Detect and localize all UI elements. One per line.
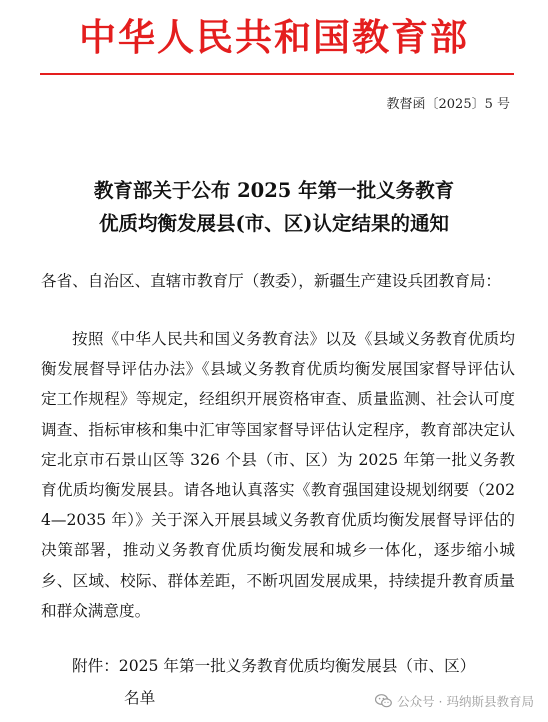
header-red-rule — [40, 73, 514, 75]
attachment-line-2: 名单 — [124, 689, 156, 707]
wechat-watermark — [371, 690, 538, 712]
recipient-line: 各省、自治区、直辖市教育厅（教委），新疆生产建设兵团教育局： — [41, 272, 502, 290]
wechat-icon — [375, 694, 392, 708]
notice-title — [0, 174, 548, 240]
notice-title-line-1: 教育部关于公布 2025 年第一批义务教育 — [93, 179, 455, 202]
notice-body-paragraph: 按照《中华人民共和国义务教育法》以及《县域义务教育优质均衡发展督导评估办法》《县域义务教育优质均衡发展国家督导评估认定工作规程》等规定，经组织开展资格审查、质量监测、社会认可度调查、指标审核和集中汇审等国家督导评估认定程序，教育部决定认定北京市石景山区等 326 个县（市、区）为 2025 年第一批义务教育优质均衡发展县。请各地认真落实《教育强国建设规划纲要（2024—2035 年）》关于深入开展县域义务教育优质均衡发展督导评估的决策部署，推动义务教育优质均衡发展和城乡一体化，逐步缩小城乡、区域、校际、群体差距，不断巩固发展成果，持续提升教育质量和群众满意度。 — [41, 330, 515, 620]
attachment-line-1: 附件：2025 年第一批义务教育优质均衡发展县（市、区） — [72, 657, 476, 675]
notice-title-line-2: 优质均衡发展县(市、区)认定结果的通知 — [99, 212, 449, 235]
issuing-authority-header: 中华人民共和国教育部 — [79, 15, 469, 59]
watermark-text: 公众号 · 玛纳斯县教育局 — [397, 694, 534, 709]
document-number: 教督函〔2025〕5 号 — [386, 97, 510, 112]
